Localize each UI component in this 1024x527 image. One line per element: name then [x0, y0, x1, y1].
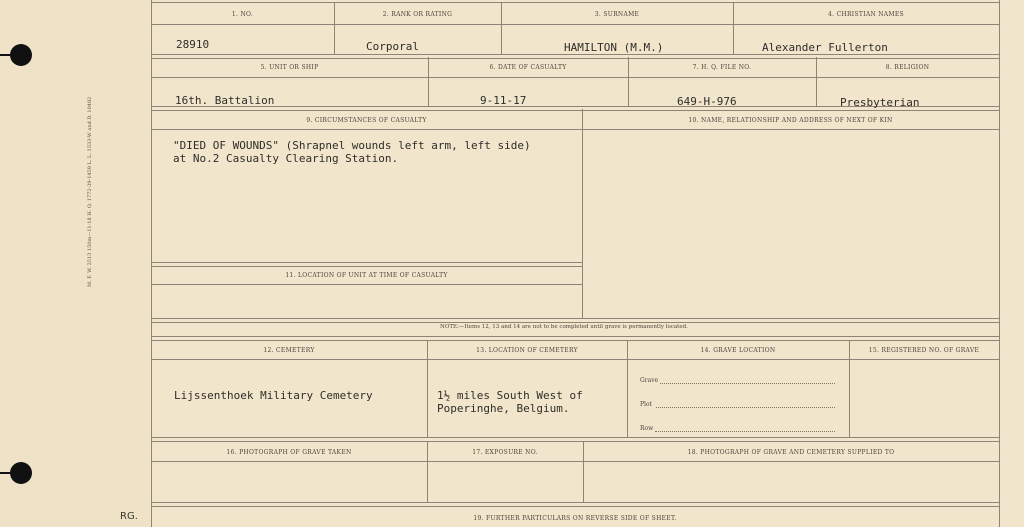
- row-field-label: Row: [640, 425, 654, 432]
- row-field-line: [655, 430, 835, 432]
- rule: [151, 437, 999, 442]
- header-date-casualty: 6. DATE OF CASUALTY: [489, 64, 567, 71]
- header-photo-taken: 16. PHOTOGRAPH OF GRAVE TAKEN: [226, 449, 352, 456]
- header-surname: 3. SURNAME: [594, 11, 640, 18]
- plot-field-label: Plot: [640, 401, 652, 408]
- header-rank: 2. RANK OR RATING: [382, 11, 453, 18]
- value-location-cemetery: 1½ miles South West of Poperinghe, Belgium.: [437, 389, 583, 415]
- rule: [151, 77, 999, 78]
- header-christian-names: 4. CHRISTIAN NAMES: [828, 11, 904, 18]
- value-no: 28910: [176, 38, 210, 51]
- header-next-of-kin: 10. NAME, RELATIONSHIP AND ADDRESS OF NEXT OF KIN: [688, 117, 893, 124]
- punch-hole-bottom: [10, 462, 32, 484]
- rule: [151, 262, 582, 267]
- value-rank: Corporal: [366, 40, 419, 53]
- divider: [582, 109, 583, 319]
- header-religion: 8. RELIGION: [885, 64, 930, 71]
- header-registered-no: 15. REGISTERED NO. OF GRAVE: [868, 347, 980, 354]
- rule: [151, 24, 999, 25]
- grave-field-label: Grave: [640, 377, 659, 384]
- punch-hole-top: [10, 44, 32, 66]
- header-location-unit: 11. LOCATION OF UNIT AT TIME OF CASUALTY: [285, 272, 448, 279]
- note-text: NOTE:—Items 12, 13 and 14 are not to be completed until grave is permanently located.: [440, 324, 688, 330]
- header-hq-file: 7. H. Q. FILE NO.: [692, 64, 752, 71]
- divider: [849, 340, 850, 437]
- value-religion: Presbyterian: [840, 96, 920, 109]
- header-grave-location: 14. GRAVE LOCATION: [700, 347, 776, 354]
- rule: [151, 2, 999, 3]
- divider: [427, 340, 428, 437]
- rule: [151, 318, 999, 323]
- header-unit: 5. UNIT OR SHIP: [260, 64, 319, 71]
- header-exposure: 17. EXPOSURE NO.: [472, 449, 538, 456]
- value-hq-file: 649-H-976: [677, 95, 737, 108]
- value-cemetery: Lijssenthoek Military Cemetery: [174, 389, 373, 402]
- rule: [151, 129, 999, 130]
- footer-further-particulars: 19. FURTHER PARTICULARS ON REVERSE SIDE OF SHEET.: [473, 515, 677, 522]
- rule: [151, 359, 999, 360]
- header-circumstances: 9. CIRCUMSTANCES OF CASUALTY: [306, 117, 427, 124]
- rule: [151, 461, 999, 462]
- grave-field-line: [660, 382, 835, 384]
- value-surname: HAMILTON (M.M.): [564, 41, 664, 54]
- plot-field-line: [656, 406, 835, 408]
- card-margin: [0, 0, 150, 527]
- rule: [151, 54, 999, 59]
- header-location-cemetery: 13. LOCATION OF CEMETERY: [476, 347, 578, 354]
- form-print-codes: [87, 267, 157, 287]
- divider: [334, 2, 335, 54]
- corner-mark: RG.: [120, 511, 138, 522]
- divider: [733, 2, 734, 54]
- value-unit: 16th. Battalion: [175, 94, 275, 107]
- divider: [627, 340, 628, 437]
- rule: [151, 284, 582, 285]
- header-photo-supplied: 18. PHOTOGRAPH OF GRAVE AND CEMETERY SUPPLIED TO: [687, 449, 895, 456]
- frame-right: [999, 0, 1000, 527]
- value-christian-names: Alexander Fullerton: [762, 41, 888, 54]
- header-cemetery: 12. CEMETERY: [263, 347, 315, 354]
- header-no: 1. NO.: [231, 11, 254, 18]
- value-circumstances: "DIED OF WOUNDS" (Shrapnel wounds left arm, left side) at No.2 Casualty Clearing Station.: [173, 139, 531, 165]
- value-date-casualty: 9-11-17: [480, 94, 527, 107]
- rule: [151, 336, 999, 341]
- divider: [501, 2, 502, 54]
- rule: [151, 502, 999, 507]
